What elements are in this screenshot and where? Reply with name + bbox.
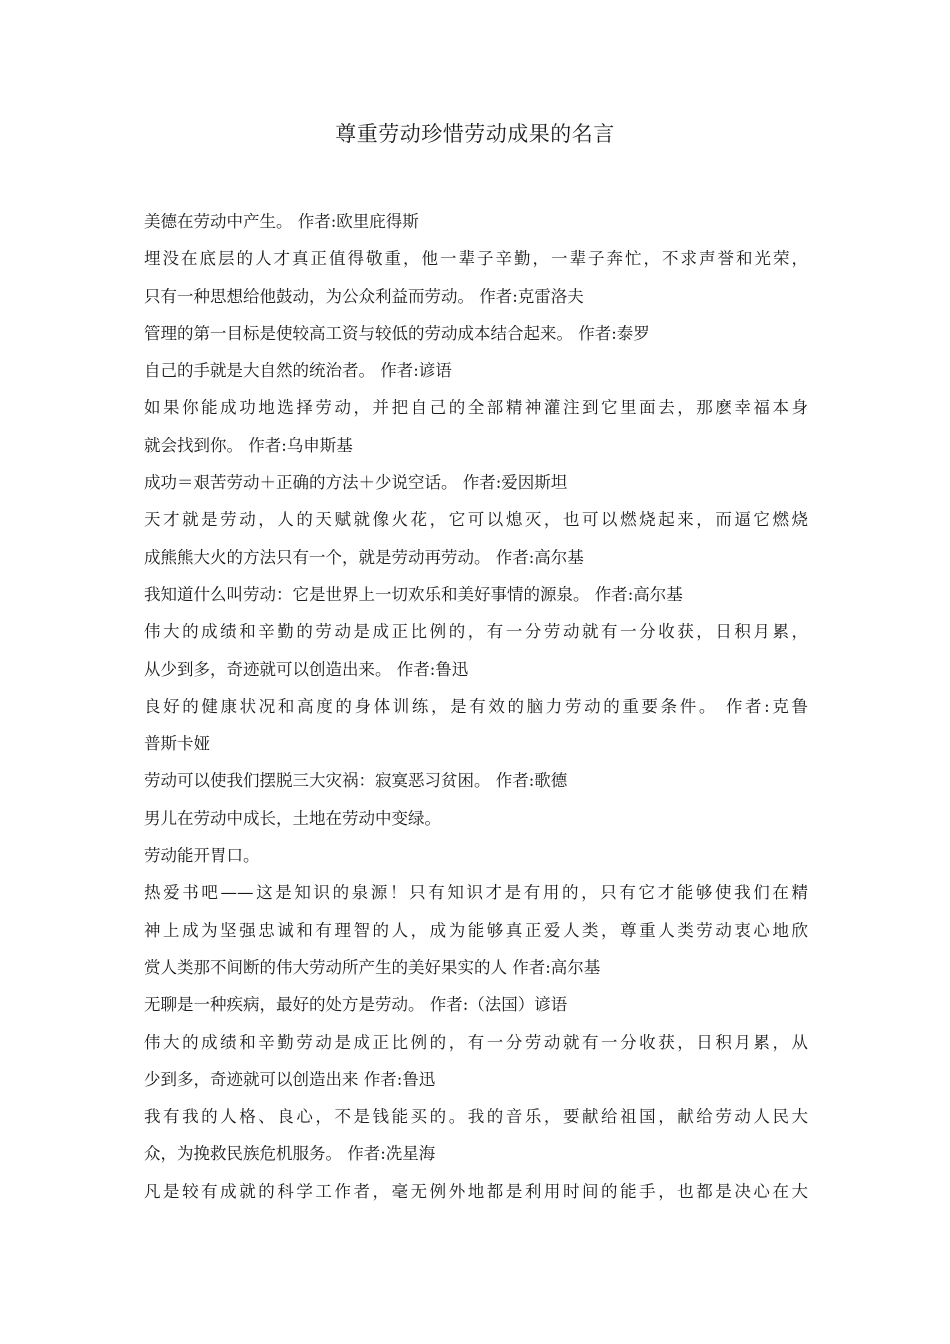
quote-line: 良好的健康状况和高度的身体训练，是有效的脑力劳动的重要条件。 作者:克鲁 [144,696,808,716]
quote-line: 自己的手就是大自然的统治者。 作者:谚语 [144,361,452,381]
quote-line: 男儿在劳动中成长，土地在劳动中变绿。 [144,808,441,828]
quote-line: 我有我的人格、良心，不是钱能买的。我的音乐，要献给祖国，献给劳动人民大 [144,1107,808,1127]
quote-line: 成熊熊大火的方法只有一个，就是劳动再劳动。 作者:高尔基 [144,547,584,567]
quote-line: 劳动能开胃口。 [144,846,260,866]
quote-line: 赏人类那不间断的伟大劳动所产生的美好果实的人 作者:高尔基 [144,957,601,977]
quote-line: 埋没在底层的人才真正值得敬重，他一辈子辛勤，一辈子奔忙，不求声誉和光荣， [144,249,808,269]
quote-line: 少到多，奇迹就可以创造出来 作者:鲁迅 [144,1069,436,1089]
quote-line: 凡是较有成就的科学工作者，毫无例外地都是利用时间的能手，也都是决心在大 [144,1181,808,1201]
quote-line: 伟大的成绩和辛勤劳动是成正比例的，有一分劳动就有一分收获，日积月累，从 [144,1032,808,1052]
quote-line: 成功＝艰苦劳动＋正确的方法＋少说空话。 作者:爱因斯坦 [144,473,568,493]
quote-line: 美德在劳动中产生。 作者:欧里庇得斯 [144,212,419,231]
quote-line: 神上成为坚强忠诚和有理智的人，成为能够真正爱人类，尊重人类劳动衷心地欣 [144,920,808,940]
quote-line: 热爱书吧——这是知识的泉源！只有知识才是有用的，只有它才能够使我们在精 [144,883,808,903]
document-title: 尊重劳动珍惜劳动成果的名言 [335,122,615,146]
quote-line: 众，为挽救民族危机服务。 作者:冼星海 [144,1144,436,1164]
quote-line: 从少到多，奇迹就可以创造出来。 作者:鲁迅 [144,659,469,679]
quote-line: 天才就是劳动，人的天赋就像火花，它可以熄灭，也可以燃烧起来，而逼它燃烧 [144,510,808,530]
quote-line: 就会找到你。 作者:乌申斯基 [144,435,353,455]
quote-line: 管理的第一目标是使较高工资与较低的劳动成本结合起来。 作者:泰罗 [144,323,650,343]
quote-line: 普斯卡娅 [144,734,210,754]
quote-line: 如果你能成功地选择劳动，并把自己的全部精神灌注到它里面去，那麽幸福本身 [144,398,808,418]
quote-line: 我知道什么叫劳动：它是世界上一切欢乐和美好事情的源泉。 作者:高尔基 [144,584,683,604]
quote-line: 无聊是一种疾病，最好的处方是劳动。 作者:（法国）谚语 [144,995,568,1015]
quote-line: 只有一种思想给他鼓动，为公众利益而劳动。 作者:克雷洛夫 [144,286,584,306]
quote-list [144,203,808,1210]
quote-line: 劳动可以使我们摆脱三大灾祸：寂寞恶习贫困。 作者:歌德 [144,771,568,791]
quote-line: 伟大的成绩和辛勤的劳动是成正比例的，有一分劳动就有一分收获，日积月累， [144,622,808,642]
